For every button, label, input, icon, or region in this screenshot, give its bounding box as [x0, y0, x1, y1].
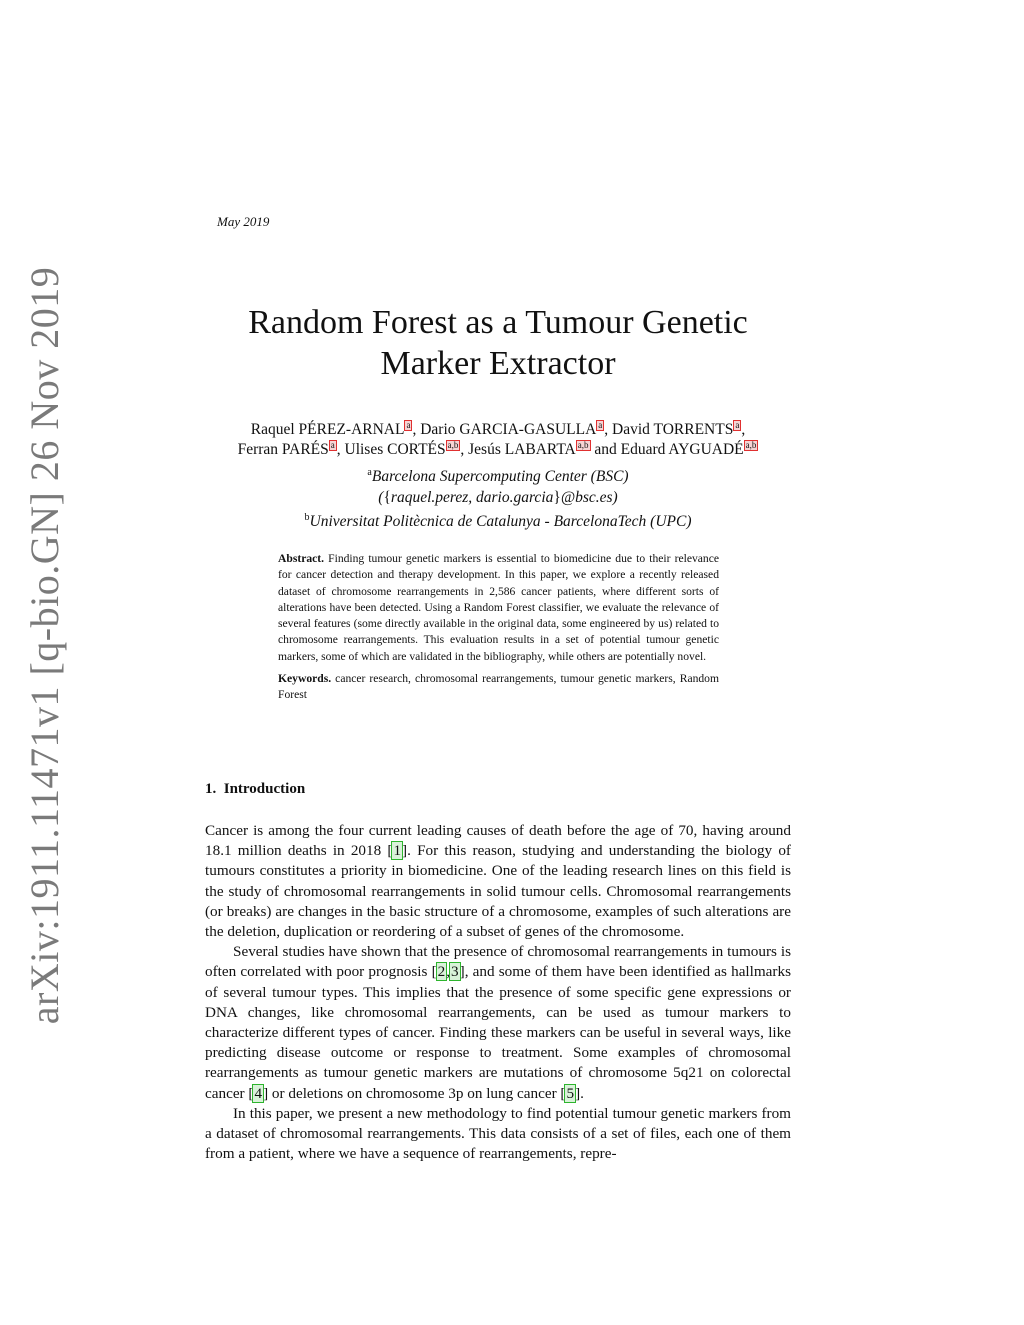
abstract: [278, 551, 719, 665]
email-close-brace: }: [553, 488, 561, 506]
section-heading: [205, 781, 305, 798]
paragraph-text: ].: [575, 1084, 584, 1102]
keywords-text: cancer research, chromosomal rearrangements, tumour genetic markers, Random Forest: [278, 672, 719, 702]
paragraph: [205, 1104, 791, 1165]
author-separator: ,: [460, 441, 469, 458]
affiliations: [190, 463, 806, 533]
email-users: raquel.perez, dario.garcia: [390, 488, 554, 506]
email-open-brace: {: [383, 488, 391, 506]
title-line-1: Random Forest as a Tumour Genetic: [248, 304, 748, 341]
author-name: Eduard AYGUADÉ: [620, 441, 744, 458]
affiliation-link[interactable]: a: [735, 420, 740, 430]
affiliation-link[interactable]: a,b: [745, 440, 757, 450]
author-name: David TORRENTS: [612, 421, 734, 438]
affiliation-link[interactable]: a: [330, 440, 335, 450]
citation-link[interactable]: 2: [437, 963, 446, 981]
paragraph-text: ]. For this reason, studying and understanding the biology of tumours constitutes a priority in biomedicine. One of the leading research lines on this field is the study of chromosomal rearrangements in solid tumour cells. Chromosomal rearrangements (or breaks) are changes in the basic structure of a chromosome, examples of such alterations are the deletion, duplication or reordering of a subset of genes of the chromosome.: [205, 842, 791, 941]
citation-link[interactable]: 4: [254, 1084, 263, 1102]
affiliation-marker: a: [367, 467, 372, 478]
arxiv-identifier: arXiv:1911.11471v1 [q-bio.GN] 26 Nov 2019: [22, 266, 68, 1024]
affiliation-link[interactable]: a: [406, 420, 411, 430]
paragraph-text: Cancer is among the four current leading causes of death before the age of 70, having around 18.1 million deaths in 2018 [: [205, 822, 791, 860]
author-separator: ,: [741, 421, 746, 438]
citation-link[interactable]: 1: [393, 842, 402, 860]
citation-link[interactable]: 3: [451, 963, 459, 981]
section-title: Introduction: [223, 781, 306, 797]
author-name: Jesús LABARTA: [468, 441, 576, 458]
citation-link[interactable]: 5: [566, 1084, 575, 1102]
abstract-block: [278, 551, 719, 704]
affiliation-link[interactable]: a,b: [577, 440, 589, 450]
affiliation-link[interactable]: a: [598, 420, 603, 430]
keywords-label: Keywords.: [278, 672, 332, 686]
publication-date: May 2019: [217, 214, 270, 229]
author-list: [190, 420, 806, 460]
affiliation-marker: b: [304, 512, 310, 524]
author-name: Ulises CORTÉS: [344, 441, 446, 458]
paragraph-text: In this paper, we present a new methodology to find potential tumour genetic markers from a dataset of chromosomal rearrangements. This data consists of a set of files, each one of them from a patient, where we have a sequence of rearrangements, repre-: [205, 1104, 791, 1163]
paragraph: [205, 942, 791, 1104]
affiliation-name: Universitat Politècnica de Catalunya - BarcelonaTech (UPC): [309, 513, 692, 531]
paper-title: [205, 302, 791, 384]
paragraph: [205, 821, 791, 942]
email-domain: @bsc.es): [560, 488, 618, 506]
author-name: Raquel PÉREZ-ARNAL: [250, 421, 405, 438]
affiliation-link[interactable]: a,b: [447, 440, 459, 450]
citation-separator: ,: [446, 963, 451, 981]
introduction-body: [205, 821, 791, 1164]
affiliation-name: Barcelona Supercomputing Center (BSC): [371, 468, 629, 486]
paragraph-text: Several studies have shown that the presence of chromosomal rearrangements in tumours is often correlated with poor prognosis [: [205, 943, 791, 981]
abstract-text: Finding tumour genetic markers is essential to biomedicine due to their relevance for cancer detection and therapy development. In this paper, we explore a recently released dataset of chromosome rearrangements in 2,586 cancer patients, where different sorts of alterations have been detected. Using a Random Forest classifier, we evaluate the relevance of several features (some directly available in the original data, some engineered by us) related to chromosome rearrangements. This evaluation results in a set of potential tumour genetic markers, some of which are validated in the bibliography, while others are potentially novel.: [278, 552, 719, 663]
paragraph-text: ] or deletions on chromosome 3p on lung cancer [: [263, 1084, 566, 1102]
author-name: Dario GARCIA-GASULLA: [420, 421, 597, 438]
affiliation-email: [190, 488, 806, 509]
section-number: 1.: [205, 781, 217, 797]
author-separator: ,: [412, 421, 421, 438]
author-separator: ,: [604, 421, 613, 438]
keywords: [278, 671, 719, 704]
author-separator: and: [590, 441, 621, 458]
abstract-label: Abstract.: [278, 552, 325, 565]
author-name: Ferran PARÉS: [237, 441, 329, 458]
email-open-paren: (: [378, 488, 384, 506]
title-line-2: Marker Extractor: [380, 345, 616, 382]
paragraph-text: ], and some of them have been identified as hallmarks of several tumour types. This implies that the presence of some specific gene expressions or DNA changes, like chromosomal rearrangements, can be used as tumour markers to characterize different types of cancer. Finding these markers can be useful in several ways, like predicting disease outcome or response to treatment. Some examples of chromosomal rearrangements as tumour genetic markers are mutations of chromosome 5q21 on colorectal cancer [: [205, 963, 791, 1102]
affiliation-a: [190, 463, 806, 488]
affiliation-b: [190, 508, 806, 533]
arxiv-side-stamp: [20, 266, 70, 1024]
author-separator: ,: [336, 441, 345, 458]
